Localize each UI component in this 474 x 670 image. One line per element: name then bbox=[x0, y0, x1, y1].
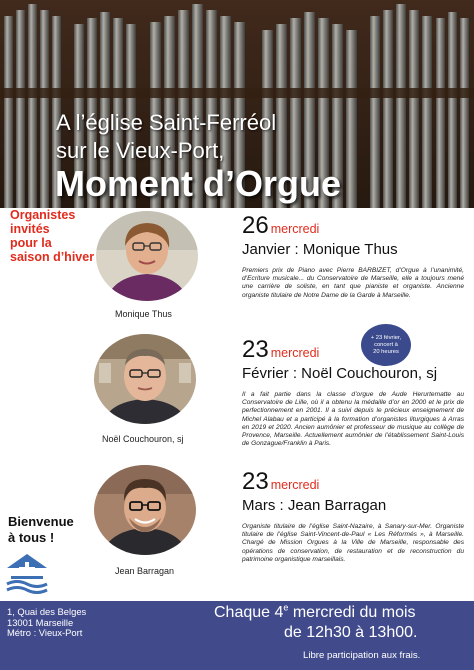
event-weekday: mercredi bbox=[270, 346, 320, 360]
organists-line: invités bbox=[10, 222, 50, 236]
badge-line: concert à bbox=[374, 341, 398, 348]
event-description: Organiste titulaire de l’église Saint-Nazaire, à Sanary-sur-Mer. Organiste titulaire de l’église Saint-Vincent-de-Paul « Les Réformés », à Marseille. Chargé de Mission Orgues à la Ville de Marseille, responsable des opérations de conservation, de restauration et de reconstruction du patrimoine organistique marseillais. bbox=[242, 523, 464, 563]
welcome-message bbox=[8, 514, 78, 546]
event-title: Mars : Jean Barragan bbox=[242, 497, 387, 514]
event-date bbox=[242, 338, 464, 362]
caption-noel-couchouron: Noël Couchouron, sj bbox=[102, 434, 184, 444]
portrait-monique-thus bbox=[95, 210, 199, 302]
address-line: 1, Quai des Belges bbox=[7, 606, 87, 617]
parish-logo-icon bbox=[4, 548, 50, 594]
event-date bbox=[242, 214, 464, 238]
event-march bbox=[242, 470, 464, 564]
organists-line: Organistes bbox=[10, 208, 76, 222]
caption-monique-thus: Monique Thus bbox=[115, 309, 172, 319]
schedule-ordinal: e bbox=[283, 602, 289, 613]
welcome-line: à tous ! bbox=[8, 530, 55, 545]
event-day: 23 bbox=[242, 468, 269, 495]
header-banner bbox=[0, 0, 474, 208]
event-weekday: mercredi bbox=[270, 222, 320, 236]
church-address bbox=[7, 607, 86, 639]
event-title: Janvier : Monique Thus bbox=[242, 241, 398, 258]
event-title: Février : Noël Couchouron, sj bbox=[242, 365, 438, 382]
event-february bbox=[242, 338, 464, 448]
free-participation-note: Libre participation aux frais. bbox=[303, 650, 421, 661]
schedule-post: mercredi du mois bbox=[288, 604, 416, 621]
event-weekday: mercredi bbox=[270, 478, 320, 492]
header-line-church: A l’église Saint-Ferréol bbox=[56, 110, 277, 135]
event-day: 26 bbox=[242, 212, 269, 239]
footer-bar bbox=[0, 601, 474, 670]
welcome-line: Bienvenue bbox=[8, 514, 74, 529]
schedule-pre: Chaque 4 bbox=[214, 604, 284, 621]
header-line-location: sur le Vieux-Port, bbox=[56, 138, 225, 163]
event-description: Il a fait partie dans la classe d’orgue de Aude Herurtematte au Conservatoire de Lille, où il a obtenu la médaille d’or en 2000 et le prix de perfectionnement en 2001. Il a suivi depuis le précieux enseignement de Michel Alabau et a participé à la formation d’organistes liturgiques à Arras en 2019 et 2020. Ancien aumônier et professeur de musique au collège de Provence, Marseille. Actuellement aumônier de l’établissement Saint-Louis de Gonzague/Franklin à Paris. bbox=[242, 391, 464, 448]
schedule-frequency bbox=[214, 604, 416, 622]
organists-line: saison d’hiver bbox=[10, 250, 95, 264]
address-line: 13001 Marseille bbox=[7, 616, 74, 628]
event-day: 23 bbox=[242, 336, 269, 363]
caption-jean-barragan: Jean Barragan bbox=[115, 566, 175, 576]
organists-line: pour la bbox=[10, 236, 52, 250]
portrait-noel-couchouron bbox=[93, 333, 197, 425]
address-line: Métro : Vieux-Port bbox=[7, 627, 83, 638]
badge-line: 20 heures bbox=[373, 348, 399, 355]
event-january bbox=[242, 214, 464, 300]
badge-line: + 23 février, bbox=[370, 334, 402, 341]
schedule-time: de 12h30 à 13h00. bbox=[284, 624, 418, 641]
invited-organists-heading bbox=[10, 208, 105, 264]
event-date bbox=[242, 470, 464, 494]
portrait-jean-barragan bbox=[93, 464, 197, 556]
page-title: Moment d’Orgue bbox=[55, 163, 341, 204]
event-description: Premiers prix de Piano avec Pierre BARBIZET, d’Orgue à l’unanimité, d’Ecriture musicale... du Conservatoire de Marseille, elle a toujours mené une carrière de soliste, en tant que pianiste et organiste. Ancienne organiste titulaire de Notre Dame de la Garde à Marseille. bbox=[242, 267, 464, 299]
